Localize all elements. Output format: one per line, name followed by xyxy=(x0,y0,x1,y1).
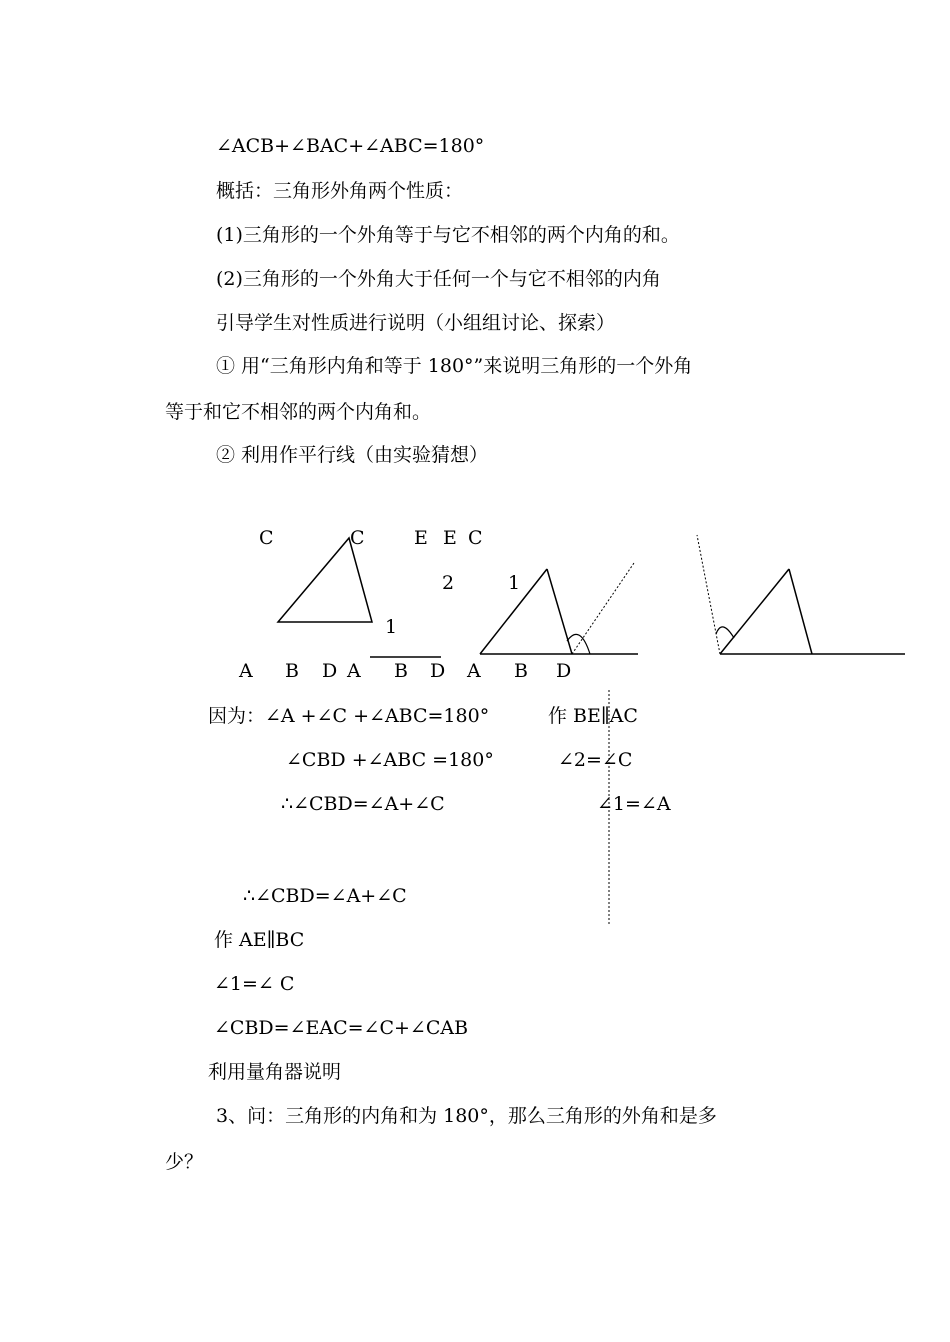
label-b-3: B xyxy=(514,660,528,682)
summary-heading: 概括：三角形外角两个性质： xyxy=(216,180,464,202)
label-a-3: A xyxy=(467,660,481,682)
triangle-1 xyxy=(278,538,372,622)
label-b-2: B xyxy=(394,660,408,682)
angle-arc-3 xyxy=(716,627,734,638)
label-e-2: E xyxy=(443,527,457,549)
question-3-line1: 3、问：三角形的内角和为 180°，那么三角形的外角和是多 xyxy=(216,1105,717,1127)
method-2: ② 利用作平行线（由实验猜想） xyxy=(216,444,489,466)
label-angle-2: 2 xyxy=(442,572,455,594)
method-1-line2: 等于和它不相邻的两个内角和。 xyxy=(165,401,432,423)
label-a-2: A xyxy=(347,660,361,682)
method-1-line1: ① 用“三角形内角和等于 180°”来说明三角形的一个外角 xyxy=(216,355,693,377)
label-b-1: B xyxy=(285,660,299,682)
proof-left-4: ∴∠CBD=∠A+∠C xyxy=(243,885,407,907)
proof-right-3: ∠1=∠A xyxy=(597,793,671,815)
angle-1-equals: ∠1=∠ C xyxy=(214,973,295,995)
label-angle-1a: 1 xyxy=(508,572,521,594)
side-ac-3 xyxy=(720,569,789,654)
label-d-1: D xyxy=(322,660,338,682)
label-a-1: A xyxy=(239,660,253,682)
proof-right-2: ∠2=∠C xyxy=(558,749,633,771)
label-d-3: D xyxy=(556,660,572,682)
proof-right-1: 作 BE∥AC xyxy=(548,705,638,727)
label-e-1: E xyxy=(414,527,428,549)
label-c-3: C xyxy=(468,527,483,549)
construct-ae: 作 AE∥BC xyxy=(214,929,305,951)
proof-left-1: 因为：∠A +∠C +∠ABC=180° xyxy=(208,705,490,727)
equation-angle-sum: ∠ACB+∠BAC+∠ABC=180° xyxy=(216,135,485,157)
property-2: (2)三角形的一个外角大于任何一个与它不相邻的内角 xyxy=(216,268,661,290)
proof-left-2: ∠CBD +∠ABC =180° xyxy=(286,749,494,771)
label-c-1: C xyxy=(259,527,274,549)
angle-cbd-equals: ∠CBD=∠EAC=∠C+∠CAB xyxy=(214,1017,469,1039)
label-c-2: C xyxy=(350,527,365,549)
protractor-text: 利用量角器说明 xyxy=(208,1061,342,1083)
question-3-line2: 少？ xyxy=(165,1151,204,1173)
parallel-be-dotted xyxy=(572,563,634,654)
property-1: (1)三角形的一个外角等于与它不相邻的两个内角的和。 xyxy=(216,224,680,246)
label-angle-1b: 1 xyxy=(385,616,398,638)
guide-text: 引导学生对性质进行说明（小组组讨论、探索） xyxy=(216,312,616,334)
proof-left-3: ∴∠CBD=∠A+∠C xyxy=(281,793,445,815)
side-bc-2 xyxy=(547,569,572,654)
side-bc-3 xyxy=(789,569,812,654)
parallel-ae-dotted xyxy=(697,535,720,654)
label-d-2: D xyxy=(430,660,446,682)
